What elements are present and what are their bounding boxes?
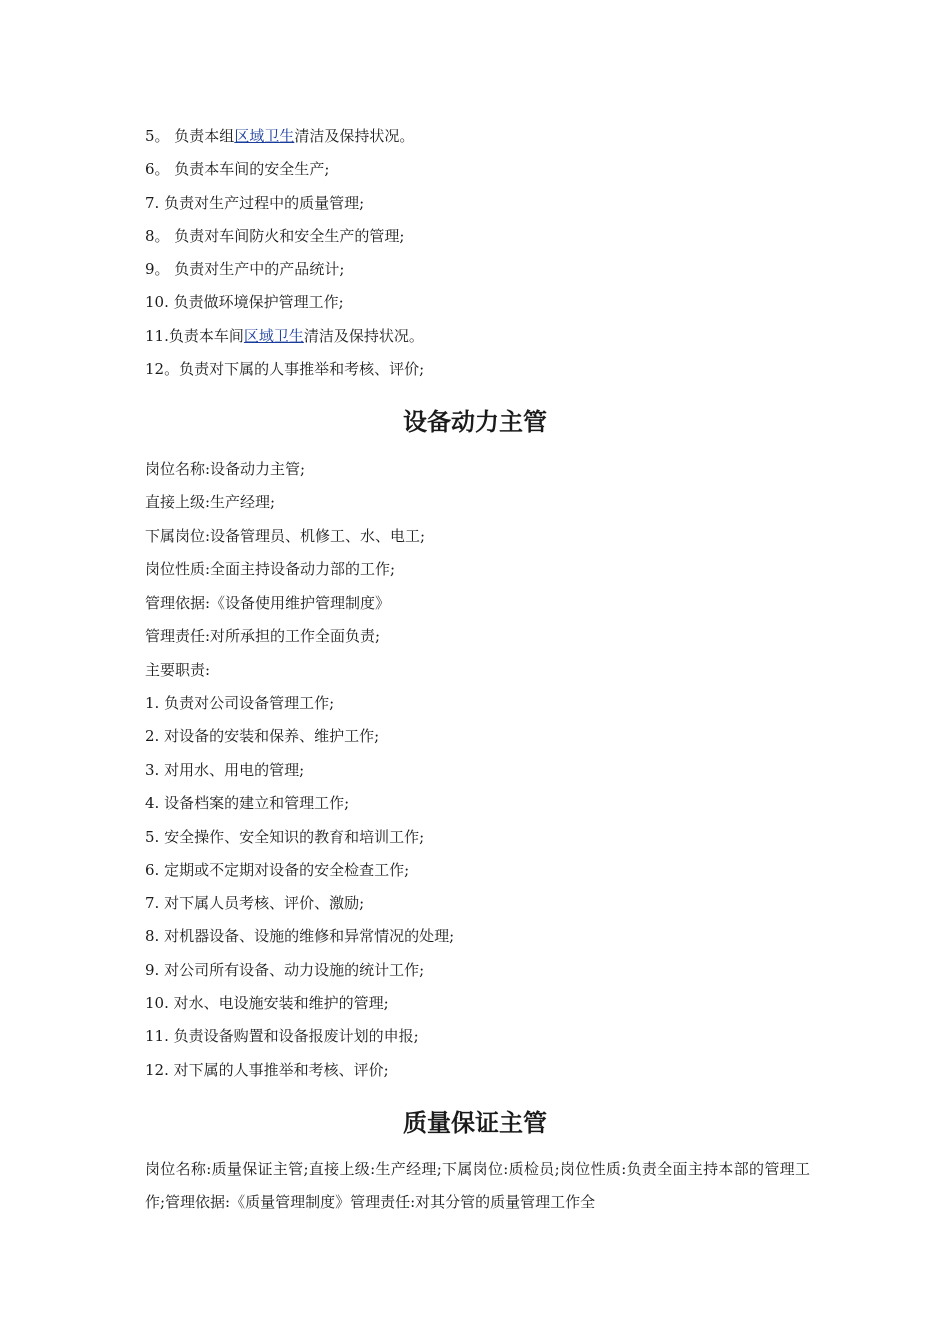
hygiene-link-2[interactable]: 区域卫生 [243,327,304,345]
duty-line-5-rest: 清洁及保持状况。 [294,127,415,145]
equip-line-2: 直接上级:生产经理; [145,493,276,511]
duty-line-5 [145,126,414,146]
duty-line-6: 6。 负责本车间的安全生产; [145,160,330,178]
duty-line-11-rest: 清洁及保持状况。 [303,327,424,345]
equip-line-13: 6. 定期或不定期对设备的安全检查工作; [145,861,410,879]
equip-line-10: 3. 对用水、用电的管理; [145,761,305,779]
duty-line-7: 7. 负责对生产过程中的质量管理; [145,194,365,212]
equip-line-8: 1. 负责对公司设备管理工作; [145,694,335,712]
duty-line-12: 12。负责对下属的人事推举和考核、评价; [145,360,425,378]
equip-line-17: 10. 对水、电设施安装和维护的管理; [145,994,389,1012]
equip-line-9: 2. 对设备的安装和保养、维护工作; [145,727,380,745]
duty-line-11-text: 11.负责本车间 [145,327,244,345]
equip-line-4: 岗位性质:全面主持设备动力部的工作; [145,560,396,578]
duty-line-8: 8。 负责对车间防火和安全生产的管理; [145,227,405,245]
duty-line-9: 9。 负责对生产中的产品统计; [145,260,345,278]
quality-paragraph: 岗位名称:质量保证主管;直接上级:生产经理;下属岗位:质检员;岗位性质:负责全面主持本部的管理工作;管理依据:《质量管理制度》管理责任:对其分管的质量管理工作全 [145,1160,810,1211]
equip-line-3: 下属岗位:设备管理员、机修工、水、电工; [145,527,426,545]
equip-line-18: 11. 负责设备购置和设备报废计划的申报; [145,1027,419,1045]
equip-line-12: 5. 安全操作、安全知识的教育和培训工作; [145,828,425,846]
equip-line-14: 7. 对下属人员考核、评价、激励; [145,894,365,912]
section-title-equipment: 设备动力主管 [403,407,547,436]
duty-line-11 [145,326,424,346]
hygiene-link[interactable]: 区域卫生 [234,127,295,145]
section-title-quality: 质量保证主管 [403,1108,547,1137]
equip-line-15: 8. 对机器设备、设施的维修和异常情况的处理; [145,927,455,945]
equip-line-1: 岗位名称:设备动力主管; [145,460,306,478]
equip-line-11: 4. 设备档案的建立和管理工作; [145,794,350,812]
equip-line-6: 管理责任:对所承担的工作全面负责; [145,627,381,645]
equip-line-7: 主要职责: [145,661,211,679]
equip-line-5: 管理依据:《设备使用维护管理制度》 [145,594,391,612]
equip-line-16: 9. 对公司所有设备、动力设施的统计工作; [145,961,425,979]
duty-line-5-text: 5。 负责本组 [145,127,235,145]
equip-line-19: 12. 对下属的人事推举和考核、评价; [145,1061,389,1079]
duty-line-10: 10. 负责做环境保护管理工作; [145,293,344,311]
